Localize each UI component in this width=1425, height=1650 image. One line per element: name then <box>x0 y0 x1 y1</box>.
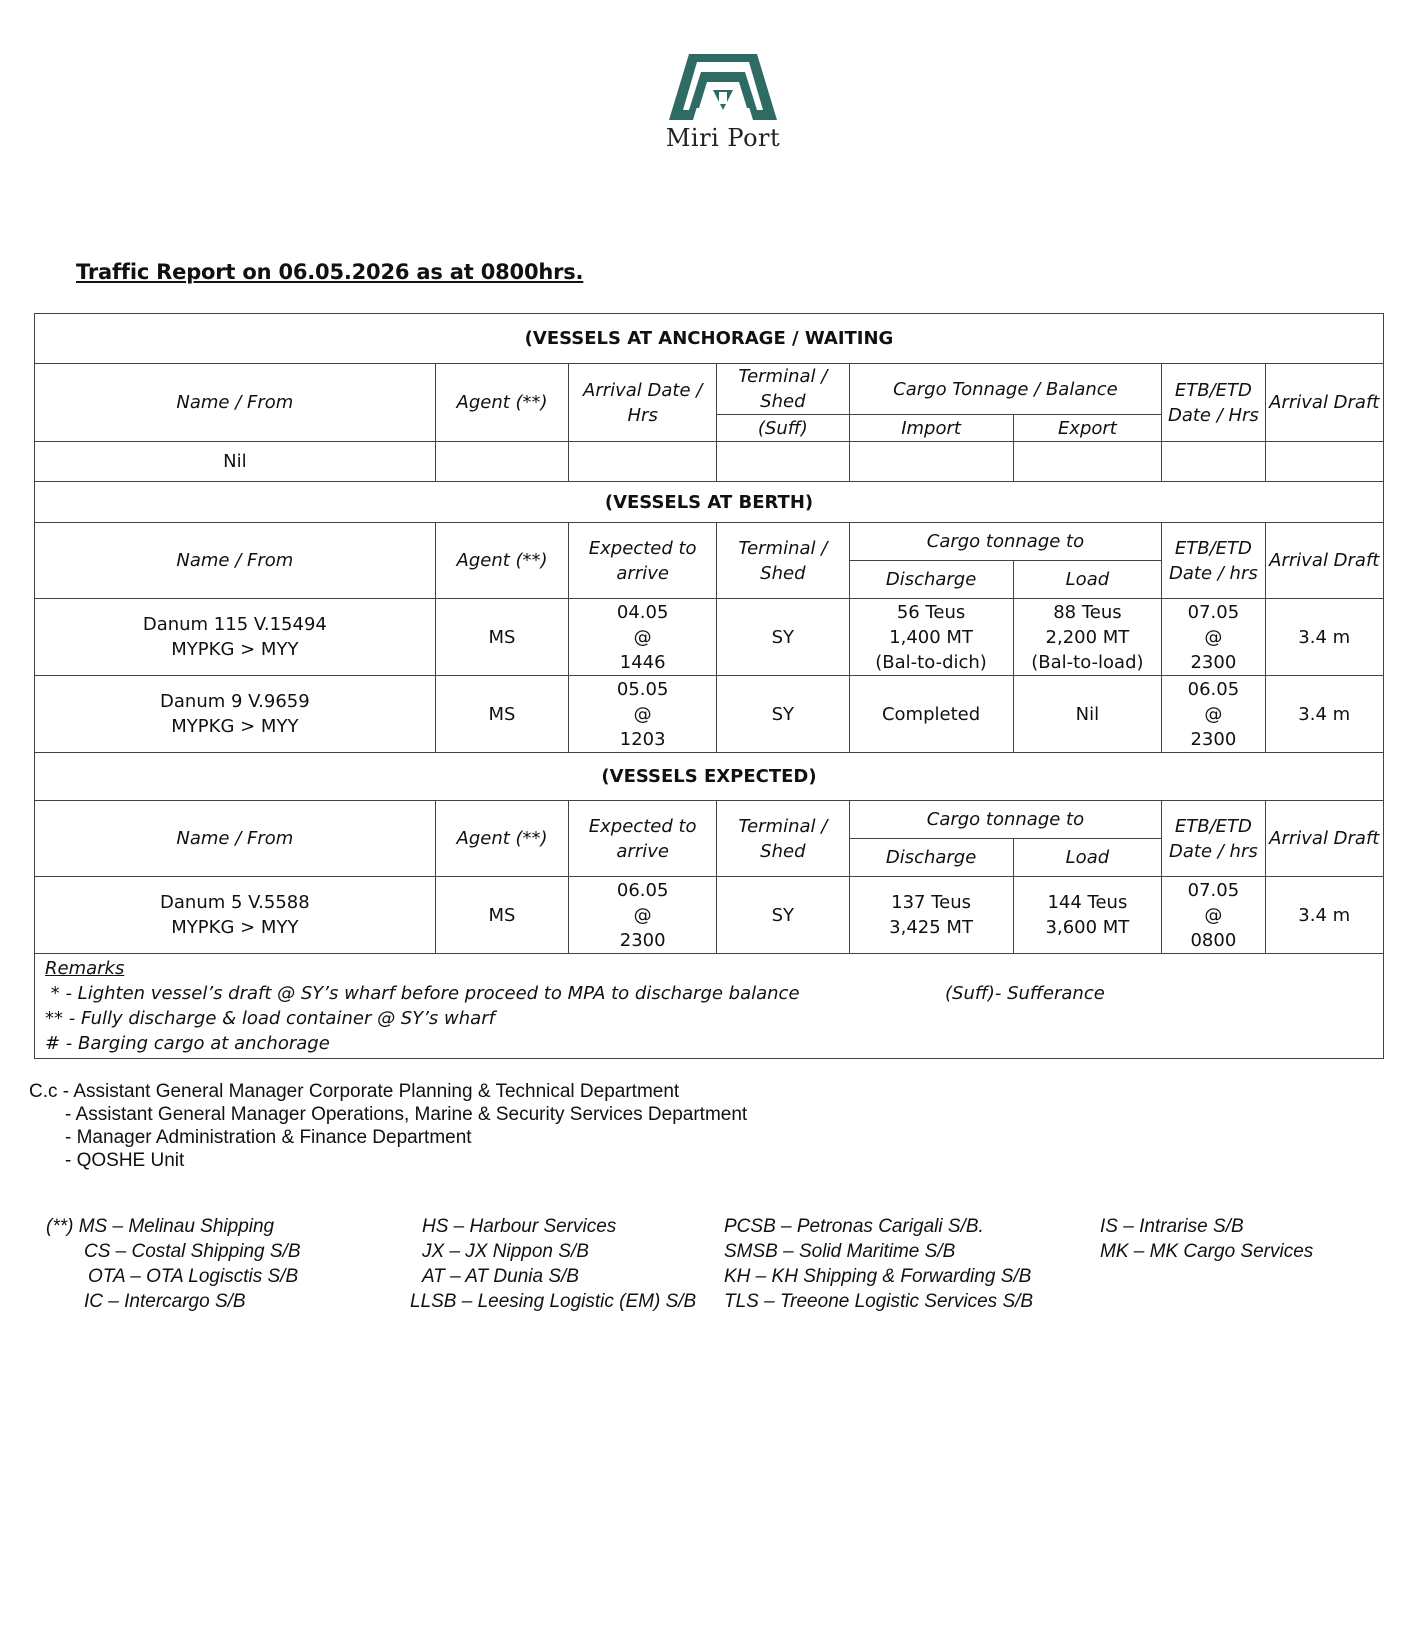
report-title: Traffic Report on 06.05.2026 as at 0800hrs. <box>76 260 584 284</box>
cc-line: - QOSHE Unit <box>65 1150 185 1171</box>
header-draft: Arrival Draft <box>1265 523 1384 599</box>
vessel-name-cell: Danum 5 V.5588 MYPKG > MYY <box>35 877 436 954</box>
etb-cell: 07.05 @ 2300 <box>1162 599 1265 676</box>
legend-item: AT – AT Dunia S/B <box>422 1266 579 1287</box>
header-name-from: Name / From <box>35 801 436 877</box>
header-suff: (Suff) <box>717 415 850 442</box>
legend-item: JX – JX Nippon S/B <box>422 1241 589 1262</box>
section-berth: (VESSELS AT BERTH) <box>35 482 1384 523</box>
discharge-cell: Completed <box>849 676 1013 753</box>
discharge-cell: 56 Teus 1,400 MT (Bal-to-dich) <box>849 599 1013 676</box>
header-draft: Arrival Draft <box>1265 364 1384 442</box>
load-cell: 144 Teus 3,600 MT <box>1013 877 1162 954</box>
agent-legend-col-4 <box>1100 1214 1313 1264</box>
legend-item: MK – MK Cargo Services <box>1100 1241 1314 1262</box>
header-arrival: Arrival Date / Hrs <box>569 364 717 442</box>
header-agent: Agent (**) <box>435 523 569 599</box>
header-load: Load <box>1013 561 1162 599</box>
header-terminal: Terminal / Shed <box>717 801 850 877</box>
remarks-title: Remarks <box>45 958 125 979</box>
header-load: Load <box>1013 839 1162 877</box>
section-expected: (VESSELS EXPECTED) <box>35 753 1384 801</box>
remark-line: * - Lighten vessel’s draft @ SY’s wharf before proceed to MPA to discharge balance (Suff)- Sufferance <box>45 983 1105 1004</box>
section-anchorage: (VESSELS AT ANCHORAGE / WAITING <box>35 314 1384 364</box>
header-agent: Agent (**) <box>435 364 569 442</box>
table-row <box>35 599 1384 676</box>
agent-cell: MS <box>435 877 569 954</box>
vessel-name-cell: Danum 115 V.15494 MYPKG > MYY <box>35 599 436 676</box>
etb-cell: 07.05 @ 0800 <box>1162 877 1265 954</box>
legend-item: OTA – OTA Logisctis S/B <box>88 1266 299 1287</box>
header-name-from: Name / From <box>35 364 436 442</box>
vessel-name-cell: Danum 9 V.9659 MYPKG > MYY <box>35 676 436 753</box>
etb-cell: 06.05 @ 2300 <box>1162 676 1265 753</box>
remarks-block <box>35 954 1384 1059</box>
remark-line: # - Barging cargo at anchorage <box>45 1033 330 1054</box>
header-etb: ETB/ETD Date / hrs <box>1162 523 1265 599</box>
anchorage-row-name: Nil <box>35 442 436 482</box>
arrival-cell: 06.05 @ 2300 <box>569 877 717 954</box>
cc-line: - Manager Administration & Finance Department <box>65 1127 472 1148</box>
draft-cell: 3.4 m <box>1265 877 1384 954</box>
legend-item: TLS – Treeone Logistic Services S/B <box>724 1291 1034 1312</box>
miri-port-logo <box>662 52 784 160</box>
header-etb: ETB/ETD Date / hrs <box>1162 801 1265 877</box>
legend-item: IC – Intercargo S/B <box>84 1291 246 1312</box>
header-cargo-balance: Cargo Tonnage / Balance <box>849 364 1162 415</box>
logo-mark-icon <box>667 52 779 124</box>
arrival-cell: 05.05 @ 1203 <box>569 676 717 753</box>
draft-cell: 3.4 m <box>1265 599 1384 676</box>
legend-item: LLSB – Leesing Logistic (EM) S/B <box>410 1291 697 1312</box>
header-agent: Agent (**) <box>435 801 569 877</box>
suff-note: (Suff)- Sufferance <box>945 983 1105 1004</box>
terminal-cell: SY <box>717 676 850 753</box>
header-import: Import <box>849 415 1013 442</box>
header-cargo-tonnage: Cargo tonnage to <box>849 801 1162 839</box>
header-draft: Arrival Draft <box>1265 801 1384 877</box>
legend-item: KH – KH Shipping & Forwarding S/B <box>724 1266 1032 1287</box>
remark-line: ** - Fully discharge & load container @ SY’s wharf <box>45 1008 495 1029</box>
terminal-cell: SY <box>717 877 850 954</box>
header-expected: Expected to arrive <box>569 801 717 877</box>
load-cell: Nil <box>1013 676 1162 753</box>
table-row <box>35 676 1384 753</box>
header-terminal: Terminal / Shed <box>717 364 850 415</box>
discharge-cell: 137 Teus 3,425 MT <box>849 877 1013 954</box>
legend-item: SMSB – Solid Maritime S/B <box>724 1241 956 1262</box>
table-row <box>35 877 1384 954</box>
header-name-from: Name / From <box>35 523 436 599</box>
logo-text: Miri Port <box>665 124 781 152</box>
cc-line: C.c - Assistant General Manager Corporate Planning & Technical Department <box>29 1081 680 1102</box>
cc-line: - Assistant General Manager Operations, Marine & Security Services Department <box>65 1104 748 1125</box>
header-cargo-tonnage: Cargo tonnage to <box>849 523 1162 561</box>
agent-cell: MS <box>435 599 569 676</box>
header-discharge: Discharge <box>849 561 1013 599</box>
cc-list <box>29 1080 747 1172</box>
agent-legend-col-3 <box>724 1214 1033 1314</box>
load-cell: 88 Teus 2,200 MT (Bal-to-load) <box>1013 599 1162 676</box>
agent-legend-col-1 <box>46 1214 301 1314</box>
header-terminal: Terminal / Shed <box>717 523 850 599</box>
agent-cell: MS <box>435 676 569 753</box>
header-export: Export <box>1013 415 1162 442</box>
header-etb: ETB/ETD Date / Hrs <box>1162 364 1265 442</box>
draft-cell: 3.4 m <box>1265 676 1384 753</box>
legend-item: (**) MS – Melinau Shipping <box>46 1216 275 1237</box>
legend-item: HS – Harbour Services <box>422 1216 617 1237</box>
header-expected: Expected to arrive <box>569 523 717 599</box>
arrival-cell: 04.05 @ 1446 <box>569 599 717 676</box>
legend-item: PCSB – Petronas Carigali S/B. <box>724 1216 984 1237</box>
terminal-cell: SY <box>717 599 850 676</box>
agent-legend-col-2 <box>410 1214 696 1314</box>
legend-item: IS – Intrarise S/B <box>1100 1216 1244 1237</box>
legend-item: CS – Costal Shipping S/B <box>84 1241 301 1262</box>
traffic-report-table <box>34 313 1384 1059</box>
header-discharge: Discharge <box>849 839 1013 877</box>
